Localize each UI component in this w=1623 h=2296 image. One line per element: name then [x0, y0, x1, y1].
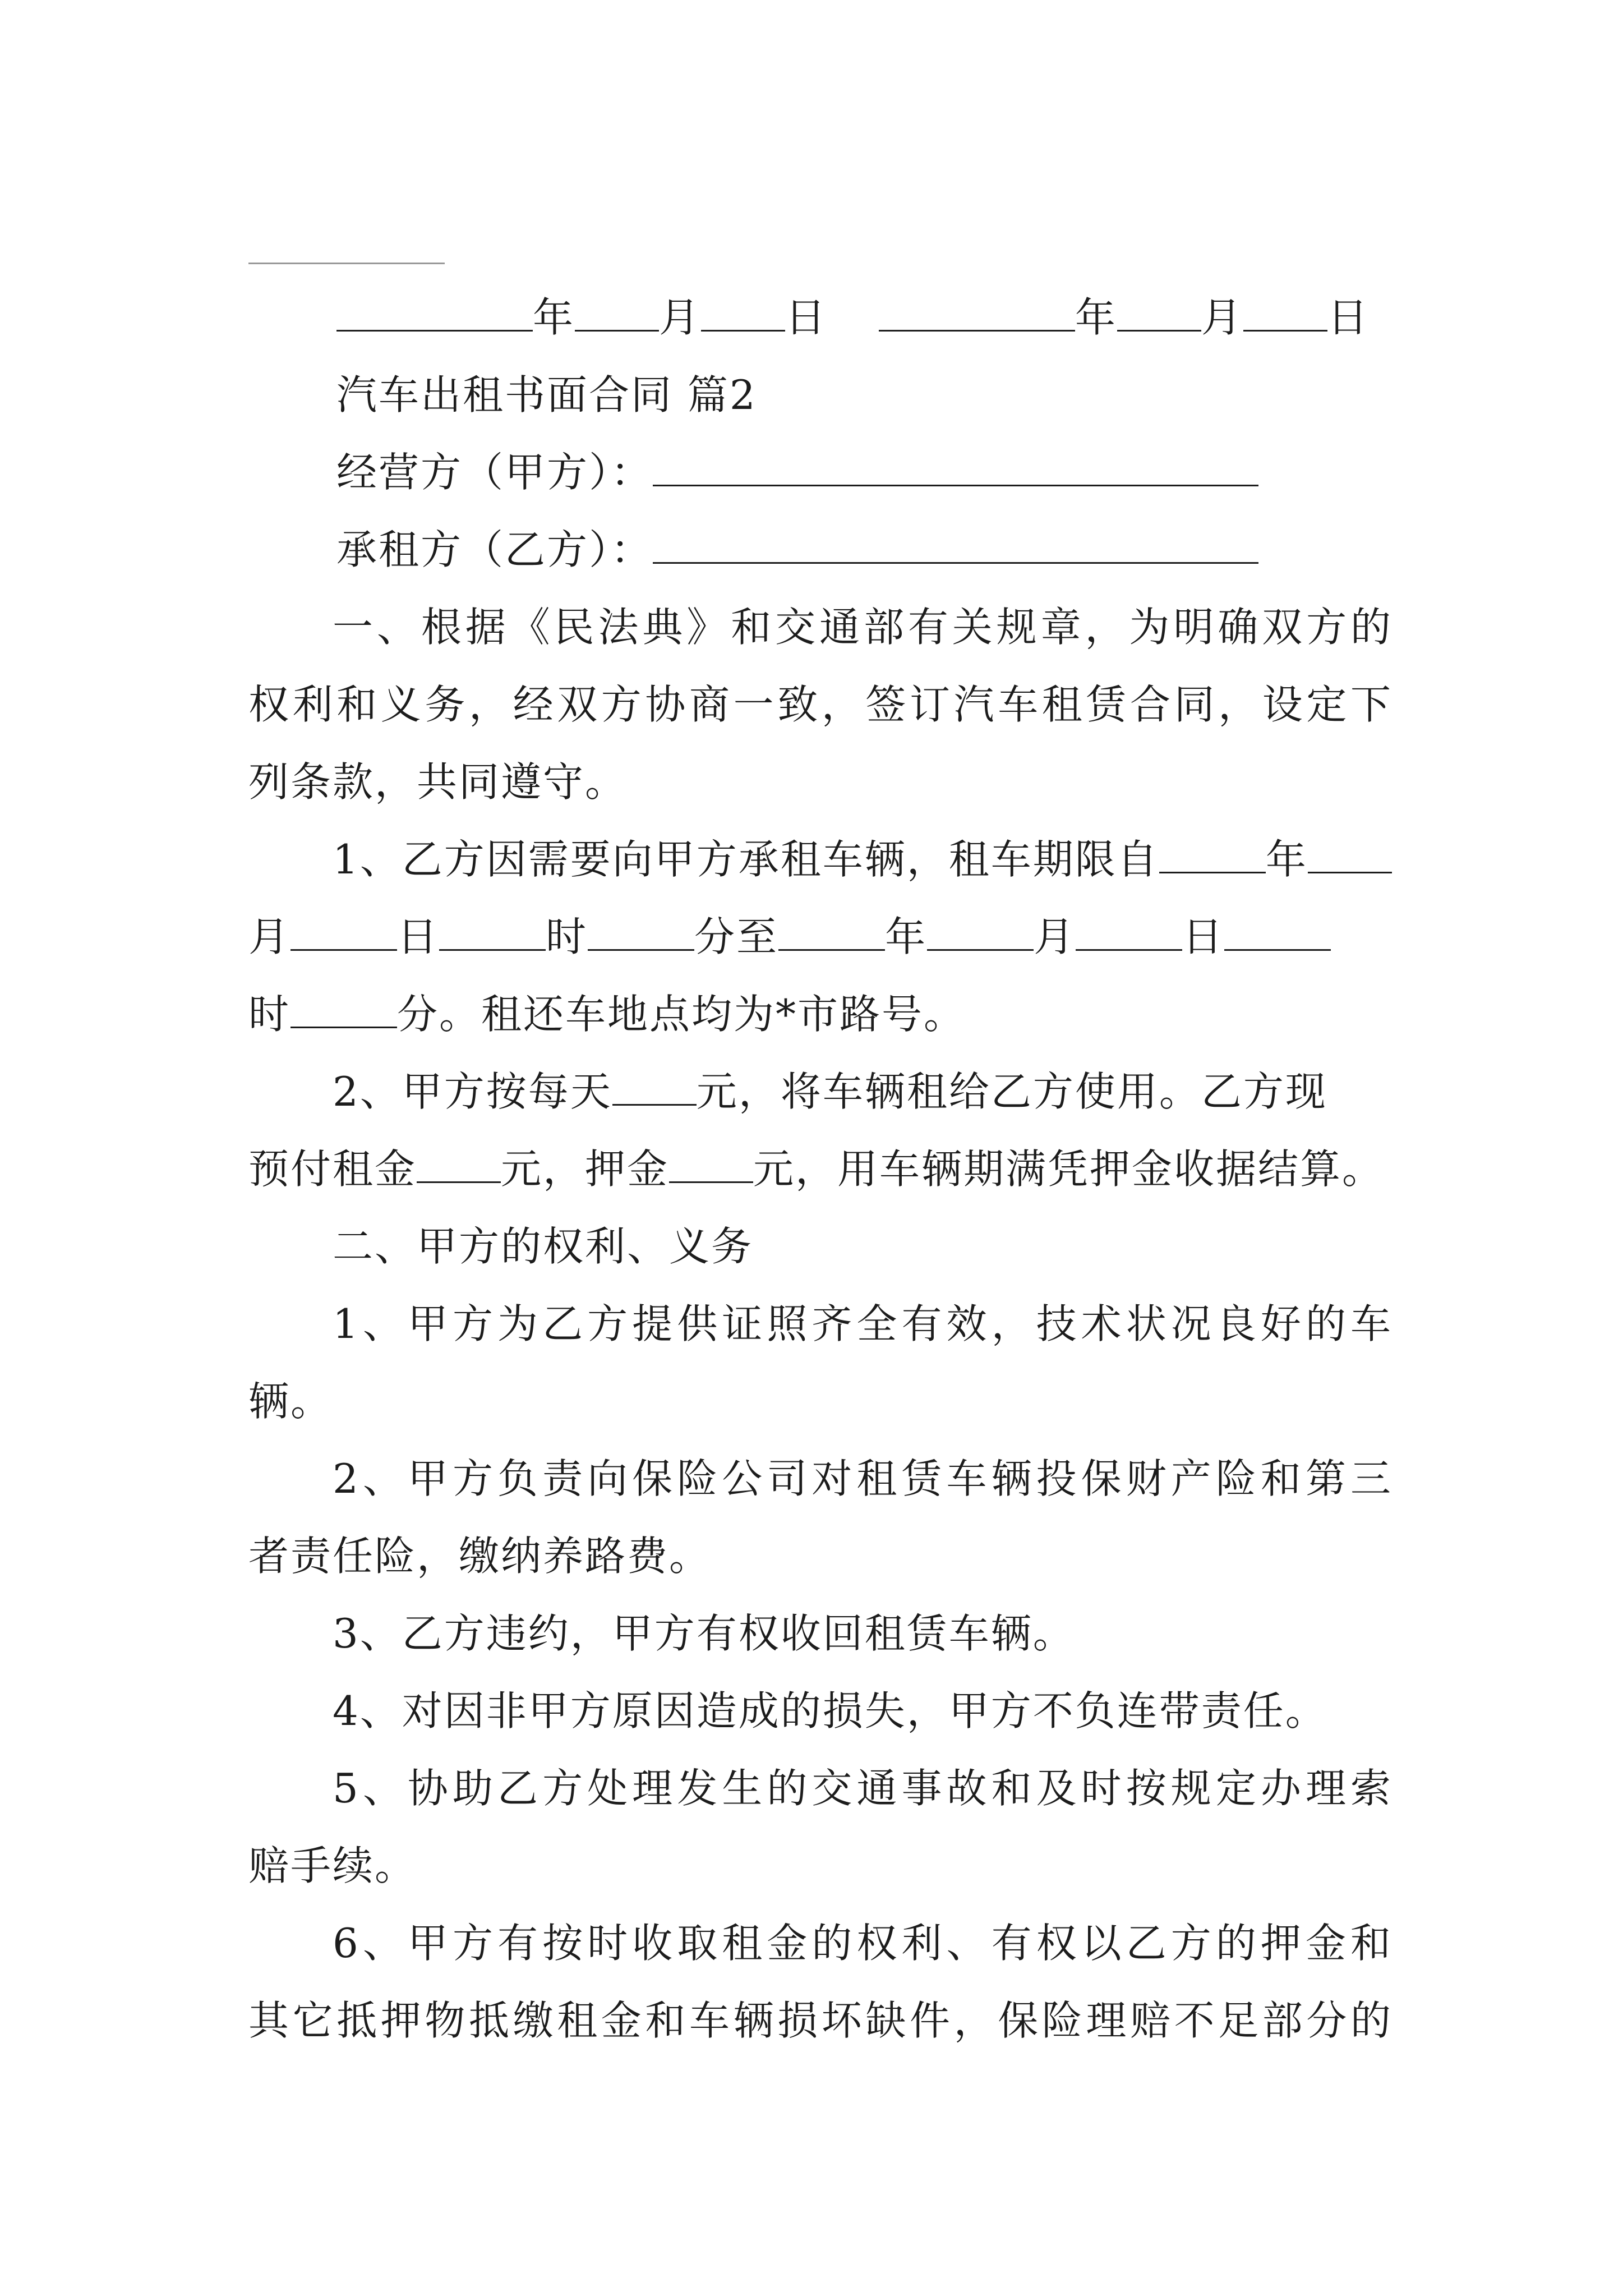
blank-field[interactable] — [1224, 917, 1331, 951]
date-day: 日 — [1327, 294, 1370, 341]
item-4: 4、对因非甲方原因造成的损失，甲方不负连带责任。 — [333, 1687, 1327, 1734]
item-2-line-2: 者责任险，缴纳养路费。 — [248, 1533, 712, 1580]
party-b-line — [336, 526, 1481, 573]
blank-field[interactable] — [417, 1149, 501, 1183]
clause-1-year-end: 年 — [885, 913, 928, 960]
party-b-label: 承租方（乙方）： — [336, 526, 653, 573]
date-month: 月 — [1201, 294, 1243, 341]
item-1-line-1: 1、甲方为乙方提供证照齐全有效，技术状况良好的车 — [333, 1300, 1393, 1347]
clause-2-text-a: 2、甲方按每天 — [333, 1068, 612, 1115]
blank-field[interactable] — [669, 1149, 753, 1183]
blank-field[interactable] — [1243, 297, 1327, 332]
blank-field[interactable] — [336, 297, 533, 332]
clause-1-hour: 时 — [546, 913, 588, 960]
blank-field[interactable] — [1159, 839, 1266, 873]
signature-rule — [248, 263, 445, 264]
blank-field[interactable] — [612, 1071, 697, 1106]
blank-field[interactable] — [1076, 917, 1182, 951]
blank-field[interactable] — [291, 994, 397, 1028]
blank-field[interactable] — [439, 917, 546, 951]
date-month: 月 — [659, 294, 702, 341]
clause-2-line-2 — [248, 1145, 1393, 1193]
clause-1-location: 分。租还车地点均为*市路号。 — [397, 991, 966, 1038]
clause-1-day: 日 — [397, 913, 440, 960]
clause-1-month-end: 月 — [1034, 913, 1076, 960]
blank-field[interactable] — [588, 917, 694, 951]
intro-line-2: 权利和义务，经双方协商一致，签订汽车租赁合同，设定下 — [248, 681, 1393, 728]
clause-1-line-1 — [248, 836, 1393, 883]
section-2-heading: 二、甲方的权利、义务 — [333, 1223, 754, 1270]
intro-line-1: 一、根据《民法典》和交通部有关规章，为明确双方的 — [333, 604, 1393, 651]
blank-field[interactable] — [701, 297, 785, 332]
clause-1-text: 1、乙方因需要向甲方承租车辆，租车期限自 — [333, 836, 1159, 883]
item-2-line-1: 2、甲方负责向保险公司对租赁车辆投保财产险和第三 — [333, 1455, 1393, 1502]
clause-2-deposit: 元，押金 — [501, 1145, 670, 1193]
party-a-line — [336, 449, 1481, 496]
clause-1-day-end: 日 — [1182, 913, 1225, 960]
date-year: 年 — [1075, 294, 1117, 341]
clause-2-prepay: 预付租金 — [248, 1145, 417, 1193]
item-6-line-1: 6、甲方有按时收取租金的权利、有权以乙方的押金和 — [333, 1920, 1393, 1967]
party-a-label: 经营方（甲方）： — [336, 449, 653, 496]
clause-1-minute: 分至 — [694, 913, 779, 960]
blank-field[interactable] — [1117, 297, 1201, 332]
blank-field[interactable] — [291, 917, 397, 951]
clause-2-settle: 元，用车辆期满凭押金收据结算。 — [753, 1145, 1385, 1193]
clause-1-line-3 — [248, 991, 1393, 1038]
blank-field[interactable] — [575, 297, 659, 332]
blank-field[interactable] — [778, 917, 885, 951]
item-5-line-1: 5、协助乙方处理发生的交通事故和及时按规定办理索 — [333, 1765, 1393, 1812]
clause-1-year: 年 — [1265, 836, 1308, 883]
clause-2-line-1 — [248, 1068, 1393, 1115]
party-b-field[interactable] — [653, 530, 1258, 564]
clause-1-month: 月 — [248, 913, 291, 960]
blank-field[interactable] — [927, 917, 1034, 951]
item-1-line-2: 辆。 — [248, 1378, 333, 1425]
blank-field[interactable] — [879, 297, 1075, 332]
item-6-line-2: 其它抵押物抵缴租金和车辆损坏缺件，保险理赔不足部分的 — [248, 1997, 1393, 2044]
intro-line-3: 列条款，共同遵守。 — [248, 758, 628, 806]
contract-title: 汽车出租书面合同 篇2 — [336, 371, 757, 418]
clause-2-text-b: 元，将车辆租给乙方使用。乙方现 — [696, 1068, 1327, 1115]
clause-1-line-2 — [248, 913, 1393, 960]
party-a-field[interactable] — [653, 452, 1258, 486]
date-line — [336, 294, 1481, 341]
date-year: 年 — [533, 294, 575, 341]
item-5-line-2: 赔手续。 — [248, 1842, 417, 1889]
blank-field[interactable] — [1308, 839, 1392, 873]
clause-1-hour-end: 时 — [248, 991, 291, 1038]
date-day: 日 — [785, 294, 828, 341]
item-3: 3、乙方违约，甲方有权收回租赁车辆。 — [333, 1610, 1075, 1657]
